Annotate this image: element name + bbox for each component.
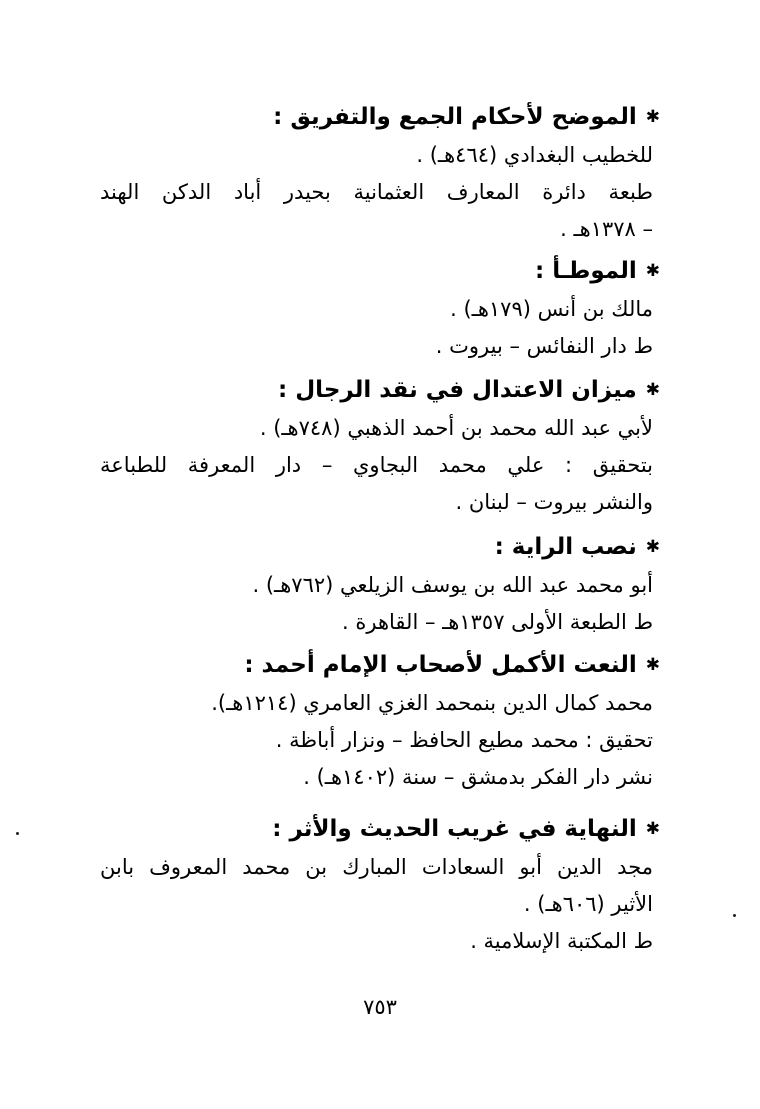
bibliography-entry [100,809,660,960]
entry-line: للخطيب البغدادي (٤٦٤هـ) . [416,143,653,167]
entry-line: نشر دار الفكر بدمشق – سنة (١٤٠٢هـ) . [303,765,653,789]
bibliography-entry [100,645,660,796]
bullet-icon: ✱ [645,261,660,281]
entry-line: طبعة دائرة المعارف العثمانية بحيدر أباد الدكن الهند [100,180,653,204]
entry-line: مجد الدين أبو السعادات المبارك بن محمد المعروف بابن [100,855,653,879]
entry-title: ✱ميزان الاعتدال في نقد الرجال : [100,370,660,410]
entry-line: ط دار النفائس – بيروت . [435,334,653,358]
entry-line: محمد كمال الدين بنمحمد الغزي العامري (١٢١٤هـ). [211,691,653,715]
entry-line: بتحقيق : علي محمد البجاوي – دار المعرفة للطباعة [100,453,653,477]
bullet-icon: ✱ [645,107,660,127]
entry-line: مالك بن أنس (١٧٩هـ) . [450,297,653,321]
bullet-icon: ✱ [645,655,660,675]
entry-line: الأثير (٦٠٦هـ) . [523,892,653,916]
entry-line: أبو محمد عبد الله بن يوسف الزيلعي (٧٦٢هـ) . [252,573,653,597]
bullet-icon: ✱ [645,537,660,557]
bibliography-entry [100,251,660,365]
page-number: ٧٥٣ [363,995,397,1019]
entry-line: ط الطبعة الأولى ١٣٥٧هـ – القاهرة . [342,610,653,634]
entry-title: ✱الموضح لأحكام الجمع والتفريق : [100,97,660,137]
scan-speck [16,832,19,835]
entry-title: ✱الموطـأ : [100,251,660,291]
entry-title: ✱النعت الأكمل لأصحاب الإمام أحمد : [100,645,660,685]
entry-title: ✱النهاية في غريب الحديث والأثر : [100,809,660,849]
entry-title: ✱نصب الراية : [100,527,660,567]
bibliography-entry [100,370,660,521]
entry-line: والنشر بيروت – لبنان . [455,490,653,514]
bibliography-entry [100,97,660,248]
bullet-icon: ✱ [645,380,660,400]
entry-line: ط المكتبة الإسلامية . [470,929,653,953]
entry-line: تحقيق : محمد مطيع الحافظ – ونزار أباظة . [275,728,653,752]
entry-line: لأبي عبد الله محمد بن أحمد الذهبي (٧٤٨هـ) . [259,416,653,440]
bullet-icon: ✱ [645,819,660,839]
bibliography-entry [100,527,660,641]
scan-speck [733,914,736,917]
entry-line: – ١٣٧٨هـ . [560,217,653,241]
